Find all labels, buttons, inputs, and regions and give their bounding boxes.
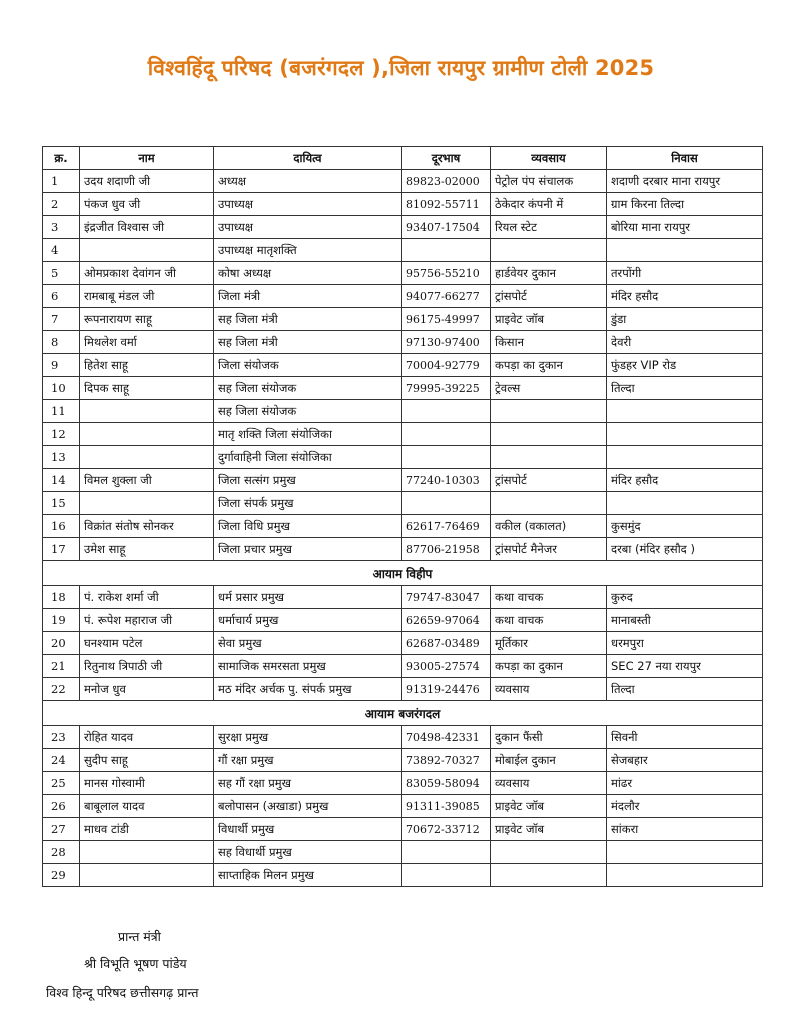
cell-phone: 79995-39225	[402, 377, 491, 400]
footer-organization: विश्व हिन्दू परिषद छत्तीसगढ़ प्रान्त	[46, 985, 199, 1000]
cell-residence	[607, 400, 763, 423]
table-row	[43, 492, 763, 515]
header-role: दायित्व	[214, 147, 402, 170]
cell-occupation: व्यवसाय	[491, 772, 607, 795]
table-row	[43, 772, 763, 795]
cell-phone: 62659-97064	[402, 609, 491, 632]
cell-serial: 21	[43, 655, 80, 678]
cell-serial: 23	[43, 726, 80, 749]
cell-phone: 79747-83047	[402, 586, 491, 609]
cell-phone	[402, 492, 491, 515]
cell-serial: 8	[43, 331, 80, 354]
cell-residence: कुसमुंद	[607, 515, 763, 538]
cell-residence	[607, 864, 763, 887]
table-row	[43, 726, 763, 749]
cell-name	[80, 446, 214, 469]
cell-name: दिपक साहू	[80, 377, 214, 400]
cell-serial: 16	[43, 515, 80, 538]
cell-name: रूपनारायण साहू	[80, 308, 214, 331]
table-row	[43, 446, 763, 469]
cell-occupation: पेट्रोल पंप संचालक	[491, 170, 607, 193]
cell-role: उपाध्यक्ष मातृशक्ति	[214, 239, 402, 262]
table-row	[43, 586, 763, 609]
cell-serial: 5	[43, 262, 80, 285]
table-row	[43, 469, 763, 492]
cell-occupation	[491, 423, 607, 446]
cell-occupation	[491, 239, 607, 262]
cell-phone: 91319-24476	[402, 678, 491, 701]
cell-serial: 24	[43, 749, 80, 772]
cell-residence: सांकरा	[607, 818, 763, 841]
cell-phone: 81092-55711	[402, 193, 491, 216]
table-row	[43, 678, 763, 701]
cell-phone: 70004-92779	[402, 354, 491, 377]
cell-occupation	[491, 492, 607, 515]
cell-role: उपाध्यक्ष	[214, 193, 402, 216]
cell-serial: 28	[43, 841, 80, 864]
cell-residence: दरबा (मंदिर हसौद )	[607, 538, 763, 561]
cell-residence: तरपोंगी	[607, 262, 763, 285]
cell-serial: 19	[43, 609, 80, 632]
cell-role: अध्यक्ष	[214, 170, 402, 193]
cell-role: गौं रक्षा प्रमुख	[214, 749, 402, 772]
cell-serial: 26	[43, 795, 80, 818]
cell-name: रामबाबू मंडल जी	[80, 285, 214, 308]
cell-phone	[402, 841, 491, 864]
office-bearers-table	[42, 146, 763, 887]
table-row	[43, 795, 763, 818]
table-row	[43, 354, 763, 377]
cell-name	[80, 864, 214, 887]
cell-occupation: दुकान फैंसी	[491, 726, 607, 749]
table-row	[43, 655, 763, 678]
cell-phone: 96175-49997	[402, 308, 491, 331]
cell-occupation: ट्रेवल्स	[491, 377, 607, 400]
cell-phone	[402, 446, 491, 469]
cell-occupation: ट्रांसपोर्ट	[491, 285, 607, 308]
cell-role: धर्माचार्य प्रमुख	[214, 609, 402, 632]
cell-serial: 7	[43, 308, 80, 331]
cell-name: घनश्याम पटेल	[80, 632, 214, 655]
cell-serial: 1	[43, 170, 80, 193]
cell-occupation	[491, 841, 607, 864]
cell-role: जिला सत्संग प्रमुख	[214, 469, 402, 492]
table-row	[43, 423, 763, 446]
cell-serial: 12	[43, 423, 80, 446]
cell-residence: मांढर	[607, 772, 763, 795]
cell-role: जिला संयोजक	[214, 354, 402, 377]
cell-occupation	[491, 400, 607, 423]
header-residence: निवास	[607, 147, 763, 170]
cell-phone: 93407-17504	[402, 216, 491, 239]
cell-name: उमेश साहू	[80, 538, 214, 561]
cell-name: हितेश साहू	[80, 354, 214, 377]
table-body	[43, 170, 763, 887]
cell-residence: फुंडहर VIP रोड	[607, 354, 763, 377]
cell-name	[80, 841, 214, 864]
cell-residence: मंदिर हसौद	[607, 469, 763, 492]
cell-serial: 9	[43, 354, 80, 377]
cell-role: सह जिला संयोजक	[214, 377, 402, 400]
cell-occupation: ट्रांसपोर्ट मैनेजर	[491, 538, 607, 561]
page-title: विश्वहिंदू परिषद (बजरंगदल ),जिला रायपुर ग्रामीण टोली 2025	[147, 56, 655, 80]
cell-residence: बोरिया माना रायपुर	[607, 216, 763, 239]
table-row	[43, 216, 763, 239]
cell-name	[80, 492, 214, 515]
cell-occupation: प्राइवेट जॉब	[491, 308, 607, 331]
cell-name: मानस गोस्वामी	[80, 772, 214, 795]
cell-role: बलोपासन (अखाडा) प्रमुख	[214, 795, 402, 818]
cell-role: सुरक्षा प्रमुख	[214, 726, 402, 749]
cell-residence: शदाणी दरबार माना रायपुर	[607, 170, 763, 193]
cell-phone: 77240-10303	[402, 469, 491, 492]
cell-name: पंकज धुव जी	[80, 193, 214, 216]
cell-residence: तिल्दा	[607, 377, 763, 400]
cell-serial: 11	[43, 400, 80, 423]
cell-name: सुदीप साहू	[80, 749, 214, 772]
table-header-row	[43, 147, 763, 170]
cell-name	[80, 239, 214, 262]
table-row	[43, 538, 763, 561]
cell-role: मातृ शक्ति जिला संयोजिका	[214, 423, 402, 446]
cell-serial: 20	[43, 632, 80, 655]
cell-name: मिथलेश वर्मा	[80, 331, 214, 354]
cell-occupation: मूर्तिकार	[491, 632, 607, 655]
cell-role: सामाजिक समरसता प्रमुख	[214, 655, 402, 678]
cell-name: पं. राकेश शर्मा जी	[80, 586, 214, 609]
cell-name: ओमप्रकाश देवांगन जी	[80, 262, 214, 285]
cell-phone: 93005-27574	[402, 655, 491, 678]
cell-role: सह विधार्थी प्रमुख	[214, 841, 402, 864]
cell-serial: 14	[43, 469, 80, 492]
cell-role: साप्ताहिक मिलन प्रमुख	[214, 864, 402, 887]
cell-name: मनोज धुव	[80, 678, 214, 701]
table-row	[43, 331, 763, 354]
cell-serial: 2	[43, 193, 80, 216]
cell-occupation: वकील (वकालत)	[491, 515, 607, 538]
cell-residence: मानाबस्ती	[607, 609, 763, 632]
cell-residence	[607, 446, 763, 469]
cell-name: उदय शदाणी जी	[80, 170, 214, 193]
section-heading: आयाम बजरंगदल	[43, 701, 763, 726]
table-row	[43, 193, 763, 216]
section-heading-row	[43, 701, 763, 726]
cell-phone	[402, 864, 491, 887]
cell-role: दुर्गावाहिनी जिला संयोजिका	[214, 446, 402, 469]
cell-occupation: ठेकेदार कंपनी में	[491, 193, 607, 216]
cell-occupation: प्राइवेट जॉब	[491, 795, 607, 818]
cell-name: रितुनाथ त्रिपाठी जी	[80, 655, 214, 678]
cell-serial: 4	[43, 239, 80, 262]
cell-occupation	[491, 446, 607, 469]
cell-residence: सिवनी	[607, 726, 763, 749]
cell-phone: 62687-03489	[402, 632, 491, 655]
table-row	[43, 239, 763, 262]
cell-residence: देवरी	[607, 331, 763, 354]
table-row	[43, 308, 763, 331]
cell-occupation: हार्डवेयर दुकान	[491, 262, 607, 285]
cell-phone: 70672-33712	[402, 818, 491, 841]
table-row	[43, 170, 763, 193]
cell-role: जिला विधि प्रमुख	[214, 515, 402, 538]
cell-residence: SEC 27 नया रायपुर	[607, 655, 763, 678]
cell-serial: 25	[43, 772, 80, 795]
cell-occupation: व्यवसाय	[491, 678, 607, 701]
table-row	[43, 609, 763, 632]
cell-name: बाबूलाल यादव	[80, 795, 214, 818]
cell-phone: 95756-55210	[402, 262, 491, 285]
header-name: नाम	[80, 147, 214, 170]
cell-role: कोषा अध्यक्ष	[214, 262, 402, 285]
cell-residence	[607, 423, 763, 446]
cell-role: धर्म प्रसार प्रमुख	[214, 586, 402, 609]
cell-residence	[607, 841, 763, 864]
cell-occupation: मोबाईल दुकान	[491, 749, 607, 772]
cell-phone	[402, 239, 491, 262]
cell-serial: 17	[43, 538, 80, 561]
cell-occupation: ट्रांसपोर्ट	[491, 469, 607, 492]
cell-name: विमल शुक्ला जी	[80, 469, 214, 492]
cell-occupation: प्राइवेट जॉब	[491, 818, 607, 841]
cell-role: मठ मंदिर अर्चक पु. संपर्क प्रमुख	[214, 678, 402, 701]
cell-serial: 27	[43, 818, 80, 841]
header-serial: क्र.	[43, 147, 80, 170]
cell-residence: कुरुद	[607, 586, 763, 609]
table-row	[43, 285, 763, 308]
cell-role: जिला मंत्री	[214, 285, 402, 308]
cell-phone	[402, 400, 491, 423]
footer-designation: प्रान्त मंत्री	[118, 929, 161, 944]
cell-role: जिला प्रचार प्रमुख	[214, 538, 402, 561]
cell-name: रोहित यादव	[80, 726, 214, 749]
cell-phone: 91311-39085	[402, 795, 491, 818]
cell-role: जिला संपर्क प्रमुख	[214, 492, 402, 515]
cell-phone: 73892-70327	[402, 749, 491, 772]
cell-residence: धरमपुरा	[607, 632, 763, 655]
cell-phone: 87706-21958	[402, 538, 491, 561]
cell-serial: 22	[43, 678, 80, 701]
table-row	[43, 377, 763, 400]
cell-occupation: किसान	[491, 331, 607, 354]
table-row	[43, 818, 763, 841]
cell-name	[80, 423, 214, 446]
cell-occupation: कथा वाचक	[491, 609, 607, 632]
cell-residence: डुंडा	[607, 308, 763, 331]
cell-serial: 3	[43, 216, 80, 239]
cell-occupation: रियल स्टेट	[491, 216, 607, 239]
cell-role: सह जिला मंत्री	[214, 308, 402, 331]
footer-signatory-name: श्री विभूति भूषण पांडेय	[84, 956, 187, 971]
cell-phone: 83059-58094	[402, 772, 491, 795]
table-row	[43, 262, 763, 285]
cell-role: सह जिला संयोजक	[214, 400, 402, 423]
cell-name: विक्रांत संतोष सोनकर	[80, 515, 214, 538]
cell-role: सेवा प्रमुख	[214, 632, 402, 655]
cell-role: सह गौं रक्षा प्रमुख	[214, 772, 402, 795]
cell-residence	[607, 492, 763, 515]
cell-residence	[607, 239, 763, 262]
header-occupation: व्यवसाय	[491, 147, 607, 170]
table-row	[43, 400, 763, 423]
cell-residence: मंदिर हसौद	[607, 285, 763, 308]
cell-occupation: कथा वाचक	[491, 586, 607, 609]
cell-occupation: कपड़ा का दुकान	[491, 354, 607, 377]
cell-residence: मंदलौर	[607, 795, 763, 818]
cell-residence: सेजबहार	[607, 749, 763, 772]
cell-occupation: कपड़ा का दुकान	[491, 655, 607, 678]
cell-residence: तिल्दा	[607, 678, 763, 701]
cell-serial: 13	[43, 446, 80, 469]
table-row	[43, 864, 763, 887]
cell-phone: 70498-42331	[402, 726, 491, 749]
cell-serial: 29	[43, 864, 80, 887]
cell-phone	[402, 423, 491, 446]
cell-serial: 6	[43, 285, 80, 308]
header-phone: दूरभाष	[402, 147, 491, 170]
table-row	[43, 749, 763, 772]
cell-phone: 89823-02000	[402, 170, 491, 193]
cell-residence: ग्राम किरना तिल्दा	[607, 193, 763, 216]
cell-serial: 15	[43, 492, 80, 515]
cell-role: विधार्थी प्रमुख	[214, 818, 402, 841]
cell-phone: 94077-66277	[402, 285, 491, 308]
cell-name: इंद्रजीत विश्वास जी	[80, 216, 214, 239]
cell-name: माधव टांडी	[80, 818, 214, 841]
cell-role: सह जिला मंत्री	[214, 331, 402, 354]
cell-serial: 10	[43, 377, 80, 400]
cell-phone: 97130-97400	[402, 331, 491, 354]
table-row	[43, 515, 763, 538]
section-heading-row	[43, 561, 763, 586]
table-row	[43, 632, 763, 655]
section-heading: आयाम विहीप	[43, 561, 763, 586]
cell-occupation	[491, 864, 607, 887]
cell-serial: 18	[43, 586, 80, 609]
cell-name: पं. रूपेश महाराज जी	[80, 609, 214, 632]
cell-phone: 62617-76469	[402, 515, 491, 538]
cell-role: उपाध्यक्ष	[214, 216, 402, 239]
cell-name	[80, 400, 214, 423]
table-row	[43, 841, 763, 864]
